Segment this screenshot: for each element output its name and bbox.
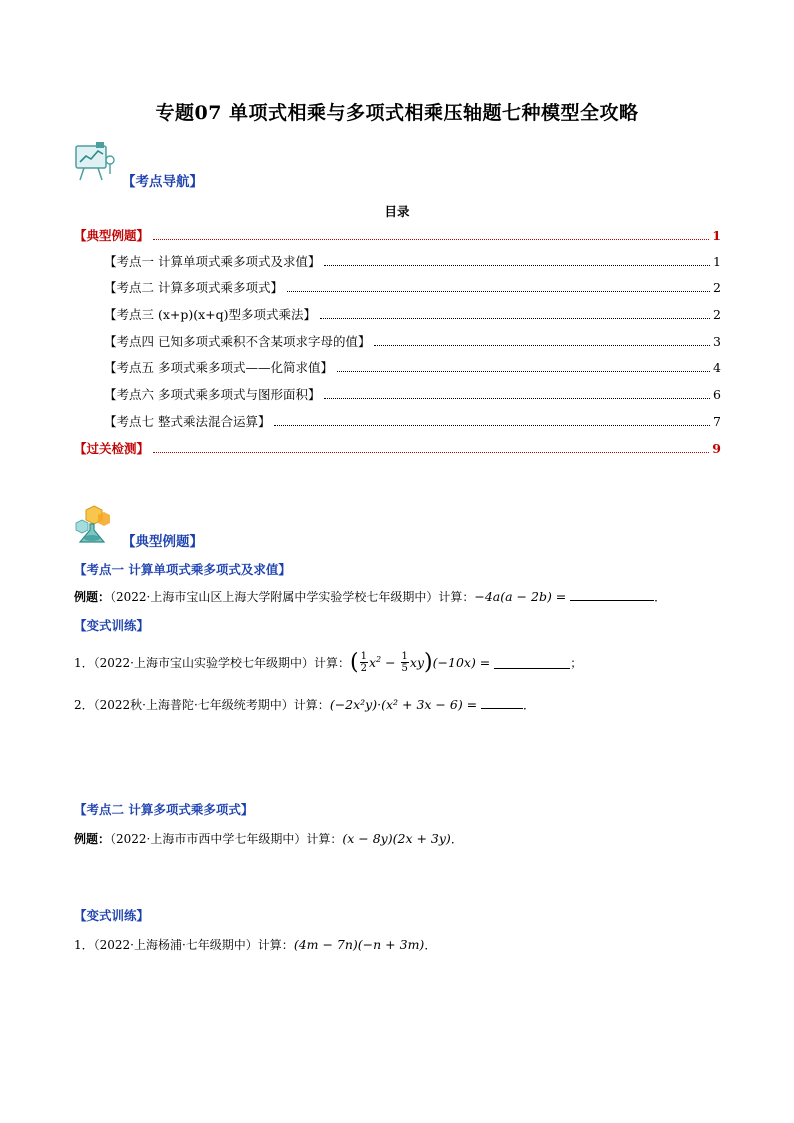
toc-entry-label: 【考点六 多项式乘多项式与图形面积】 (104, 387, 321, 402)
toc-entry[interactable] (74, 226, 721, 244)
nav-heading: 【考点导航】 (122, 174, 203, 190)
toc-page-number: 2 (713, 307, 721, 322)
toc-page-number: 4 (713, 360, 721, 375)
question-expression: (−2x²y)·(x² + 3x − 6) = (329, 697, 478, 712)
toc-page-number: 1 (713, 254, 721, 269)
kaodian-two-heading: 【考点二 计算多项式乘多项式】 (74, 802, 254, 817)
toc-leader-dots (153, 451, 709, 453)
example-source: （2022·上海市宝山区上海大学附属中学实验学校七年级期中）计算： (110, 590, 475, 604)
toc-entry[interactable] (104, 358, 721, 376)
toc-entry[interactable] (104, 278, 721, 296)
toc-title: 目录 (384, 204, 410, 219)
example-label: 例题： (74, 832, 111, 846)
toc-entry-label: 【考点一 计算单项式乘多项式及求值】 (104, 254, 321, 269)
toc-page-number: 1 (712, 228, 721, 243)
toc-entry-label: 【过关检测】 (74, 441, 150, 456)
variant-training-heading-2: 【变式训练】 (74, 908, 150, 923)
toc-leader-dots (324, 397, 710, 399)
question-source: 1．（2022·上海杨浦·七年级期中）计算： (74, 938, 294, 952)
toc-entry[interactable] (104, 252, 721, 270)
toc-leader-dots (274, 424, 710, 426)
toc-entry[interactable] (104, 385, 721, 403)
answer-blank[interactable] (481, 696, 523, 709)
toc-entry[interactable] (104, 305, 721, 323)
toc-entry-label: 【考点五 多项式乘多项式——化简求值】 (104, 360, 333, 375)
page-title: 专题07 单项式相乘与多项式相乘压轴题七种模型全攻略 (155, 102, 639, 124)
toc-page-number: 6 (713, 387, 721, 402)
presentation-board-icon (74, 140, 118, 182)
toc-entry[interactable] (74, 439, 721, 457)
example-source: （2022·上海市市西中学七年级期中）计算： (110, 832, 343, 846)
toc-leader-dots (320, 317, 710, 319)
example-label: 例题： (74, 590, 111, 604)
k2-example: 例题：（2022·上海市市西中学七年级期中）计算：(x − 8y)(2x + 3y)． (74, 831, 463, 846)
question-source: 2．（2022秋·上海普陀·七年级统考期中）计算： (74, 698, 330, 712)
examples-heading: 【典型例题】 (122, 534, 203, 550)
toc-page-number: 2 (713, 280, 721, 295)
answer-blank[interactable] (570, 588, 654, 601)
toc-leader-dots (337, 370, 710, 372)
k2-question-1: 1．（2022·上海杨浦·七年级期中）计算：(4m − 7n)(−n + 3m)． (74, 937, 437, 952)
example-expression: (x − 8y)(2x + 3y) (342, 831, 451, 846)
toc-entry-label: 【考点七 整式乘法混合运算】 (104, 414, 271, 429)
toc-leader-dots (153, 238, 709, 240)
toc-entry[interactable] (104, 332, 721, 350)
answer-blank[interactable] (494, 656, 570, 669)
toc-entry-label: 【典型例题】 (74, 228, 150, 243)
variant-training-heading: 【变式训练】 (74, 618, 150, 633)
toc-leader-dots (374, 344, 710, 346)
example-expression: −4a(a − 2b) = (474, 589, 567, 604)
toc-entry-label: 【考点四 已知多项式乘积不含某项求字母的值】 (104, 334, 371, 349)
toc-entry[interactable] (104, 412, 721, 430)
flask-icon (72, 502, 118, 546)
kaodian-one-heading: 【考点一 计算单项式乘多项式及求值】 (74, 562, 291, 577)
toc-page-number: 7 (713, 414, 721, 429)
toc-page-number: 9 (712, 441, 721, 456)
toc-leader-dots (324, 264, 710, 266)
k1-question-2: 2．（2022秋·上海普陀·七年级统考期中）计算：(−2x²y)·(x² + 3x − 6) = ． (74, 697, 535, 712)
question-expression: (4m − 7n)(−n + 3m) (293, 937, 425, 952)
question-source: 1．（2022·上海市宝山实验学校七年级期中）计算： (74, 656, 350, 670)
k1-example: 例题：（2022·上海市宝山区上海大学附属中学实验学校七年级期中）计算：−4a(a − 2b) = ． (74, 589, 667, 604)
toc-leader-dots (287, 290, 710, 292)
toc-entry-label: 【考点三 (x+p)(x+q)型多项式乘法】 (104, 307, 317, 322)
toc-page-number: 3 (713, 334, 721, 349)
question-expression: ( $\frac{1}{2}$ $x^2$ − $\frac{1}{5}$ xy ) (−10x) = (350, 650, 491, 675)
toc-entry-label: 【考点二 计算多项式乘多项式】 (104, 280, 283, 295)
k1-question-1: 1．（2022·上海市宝山实验学校七年级期中）计算： ( $\frac{1}{2}$ $x^2$ − $\frac{1}{5}$ xy ) (−10x) = ； (74, 650, 583, 675)
